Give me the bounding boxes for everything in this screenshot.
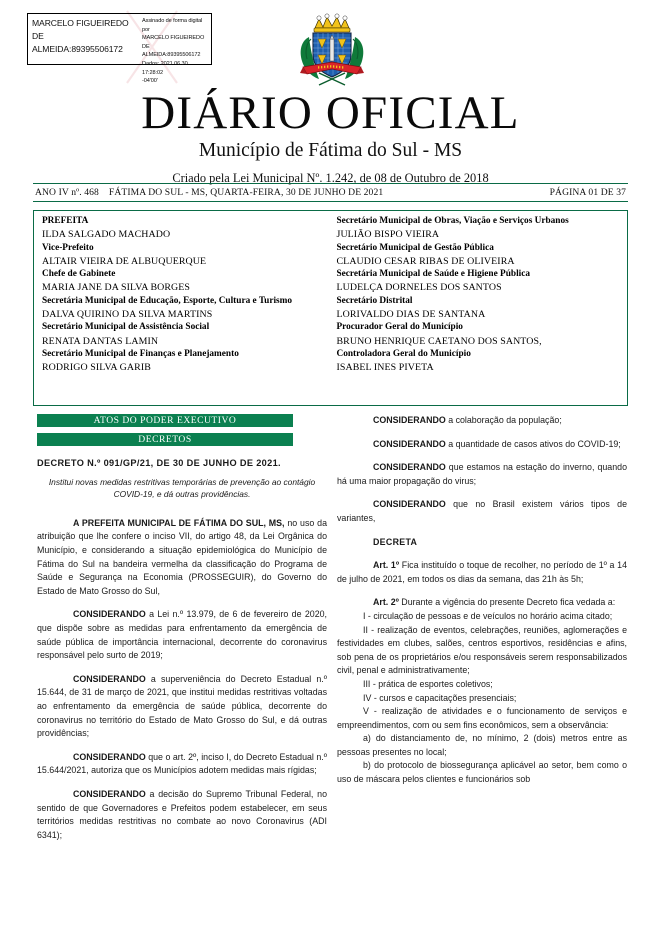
signature-name-line: DE <box>32 31 44 41</box>
considerando-label: CONSIDERANDO <box>373 462 446 473</box>
decree-heading: DECRETO N.º 091/GP/21, DE 30 DE JUNHO DE 2021. <box>37 458 281 468</box>
considerando-paragraph <box>337 498 627 525</box>
considerando-label: CONSIDERANDO <box>373 499 446 510</box>
official-name: LORIVALDO DIAS DE SANTANA <box>336 309 486 321</box>
official-name: CLAUDIO CESAR RIBAS DE OLIVEIRA <box>336 255 515 267</box>
signature-name <box>28 14 139 64</box>
decreta-line <box>337 536 627 550</box>
page-title: DIÁRIO OFICIAL <box>141 87 520 139</box>
article-2 <box>337 596 627 610</box>
official-name: JULIÃO BISPO VIEIRA <box>336 229 440 241</box>
considerando-text: que estamos na estação do inverno, quando há uma maior propagação do virus; <box>337 462 627 486</box>
decree-preamble <box>37 517 327 599</box>
considerando-label: CONSIDERANDO <box>373 438 446 449</box>
article-2-item: III - prática de esportes coletivos; <box>363 678 493 689</box>
considerando-paragraph <box>37 608 327 662</box>
signature-detail-line: ALMEIDA:89395506172 <box>142 52 201 59</box>
official-role: Secretário Municipal de Obras, Viação e Serviços Urbanos <box>336 216 569 226</box>
official-role: Vice-Prefeito <box>42 242 94 253</box>
official-name: ISABEL INES PIVETA <box>336 362 434 374</box>
official-role: Controladora Geral do Município <box>336 348 471 359</box>
masthead-subtitle: Município de Fátima do Sul - MS <box>198 140 463 161</box>
article-2-subitem: a) do distanciamento de, no mínimo, 2 (dois) metros entre as pessoas presentes no local; <box>337 733 627 757</box>
edition-bar <box>33 183 628 202</box>
considerando-text: a superveniência do Decreto Estadual n.º 15.644, de 31 de março de 2021, que institui medidas restritivas voltadas ao enfrentamento da emergência de saúde pública, decorrente do coronavirus no território do Estado de Mato Grosso do Sul, e dá outras providências; <box>37 673 327 739</box>
signature-details <box>139 14 211 85</box>
official-name: RENATA DANTAS LAMIN <box>42 335 159 347</box>
considerando-label: CONSIDERANDO <box>73 673 146 684</box>
considerando-paragraph <box>337 461 627 488</box>
article-2-item: I - circulação de pessoas e de veículos no horário acima citado; <box>363 610 613 621</box>
considerando-text: que no Brasil existem vários tipos de variantes, <box>337 499 627 523</box>
official-role: Secretária Municipal de Saúde e Higiene Pública <box>336 269 531 280</box>
art1-label: Art. 1º <box>373 560 400 571</box>
signature-detail-line: Dados: 2021.06.30 17:28:02 <box>142 60 188 76</box>
decreta-label: DECRETA <box>373 536 418 547</box>
considerando-paragraph <box>37 751 327 778</box>
art1-text: Fica instituído o toque de recolher, no período de 1º a 14 de julho de 2021, em todos os dias da semana, das 21h às 5h; <box>337 560 628 584</box>
signature-detail-line: Assinado de forma digital por <box>142 18 203 33</box>
edition-year: ANO IV nº. 468 <box>35 187 99 198</box>
officials-box <box>33 210 628 406</box>
considerando-paragraph <box>37 788 327 842</box>
considerando-text: a Lei n.º 13.979, de 6 de fevereiro de 2020, que dispõe sobre as medidas para enfrentamento da emergência de saúde pública de importância internacional, decorrente do coronavirus responsável pelo surto de 2019; <box>37 609 327 661</box>
art2-text: Durante a vigência do presente Decreto fica vedada a: <box>398 597 616 608</box>
official-name: RODRIGO SILVA GARIB <box>42 362 151 374</box>
article-2-item: II - realização de eventos, celebrações, reuniões, aglomerações e festividades em clubes, salões, centros esportivos, residências e afins, sob pena de os proprietários e/ou responsáveis serem responsabilizados civil, penal e administrativamente; <box>337 624 627 676</box>
coat-of-arms-icon <box>297 11 367 87</box>
considerando-label: CONSIDERANDO <box>373 415 446 425</box>
considerando-text: a colaboração da população; <box>445 415 562 425</box>
official-role: Secretário Municipal de Assistência Social <box>42 322 210 333</box>
official-name: ILDA SALGADO MACHADO <box>42 229 171 241</box>
art2-label: Art. 2º <box>373 597 399 608</box>
considerando-paragraph <box>337 414 627 428</box>
page-number: PÁGINA 01 DE 37 <box>549 187 626 198</box>
decree-ementa: Institui novas medidas restritivas temporárias de prevenção ao contágio COVID-19, e dá outras providências. <box>48 477 316 500</box>
considerando-text: a decisão do Supremo Tribunal Federal, no sentido de que Governadores e Prefeitos podem estabelecer, em seus territórios medidas restritivas no combate ao novo Coronavirus (ADI 6341); <box>37 788 327 840</box>
official-role: Secretário Municipal de Gestão Pública <box>336 242 494 253</box>
considerando-text: que o art. 2º, inciso I, do Decreto Estadual n.º 15.644/2021, autoriza que os Municípios adotem medidas mais rígidas; <box>37 751 327 776</box>
masthead-law-line: Criado pela Lei Municipal Nº. 1.242, de 08 de Outubro de 2018 <box>172 171 489 185</box>
article-1 <box>337 559 627 586</box>
considerando-label: CONSIDERANDO <box>73 788 146 799</box>
official-name: BRUNO HENRIQUE CAETANO DOS SANTOS, <box>336 335 542 347</box>
article-2-item: IV - cursos e capacitações presenciais; <box>363 692 517 703</box>
officials-column-right <box>331 215 628 405</box>
official-name: MARIA JANE DA SILVA BORGES <box>42 282 191 294</box>
body-column-left <box>37 456 327 852</box>
masthead <box>0 88 661 186</box>
considerando-label: CONSIDERANDO <box>73 609 146 620</box>
official-role: Chefe de Gabinete <box>42 269 116 280</box>
official-name: DALVA QUIRINO DA SILVA MARTINS <box>42 309 213 321</box>
officials-column-left <box>34 215 331 405</box>
considerando-paragraph <box>37 673 327 741</box>
body-column-right <box>337 414 627 787</box>
article-2-subitem: b) do protocolo de biossegurança aplicável ao setor, bem como o uso de máscara pelos clientes e funcionários sob <box>337 760 627 785</box>
section-banner-decrees: DECRETOS <box>37 433 293 446</box>
section-banner-executive-acts: ATOS DO PODER EXECUTIVO <box>37 414 293 427</box>
edition-place-date: FÁTIMA DO SUL - MS, QUARTA-FEIRA, 30 DE JUNHO DE 2021 <box>108 187 384 198</box>
article-2-item: V - realização de atividades e o funcionamento de serviços e empreendimentos, com ou sem fins econômicos, sem a observância: <box>337 706 627 730</box>
official-role: Procurador Geral do Município <box>336 322 463 333</box>
signature-detail-line: -04'00' <box>142 78 158 85</box>
official-name: ALTAIR VIEIRA DE ALBUQUERQUE <box>42 255 207 267</box>
signature-name-line: MARCELO FIGUEIREDO <box>32 18 129 28</box>
preamble-bold: A PREFEITA MUNICIPAL DE FÁTIMA DO SUL, MS, <box>73 517 285 528</box>
considerando-paragraph <box>337 438 627 452</box>
considerando-text: a quantidade de casos ativos do COVID-19; <box>445 438 621 449</box>
official-role: Secretária Municipal de Educação, Esporte, Cultura e Turismo <box>42 295 293 306</box>
digital-signature-stamp <box>27 13 212 85</box>
signature-detail-line: MARCELO FIGUEIREDO DE <box>142 35 205 50</box>
preamble-rest: no uso da atribuição que lhe confere o inciso VII, do artigo 48, da Lei Orgânica do Município, e considerando a situação epidemiológica do Município de Fátima do Sul na bandeira vermelha da classificação do Programa de Saúde e Segurança na Economia (PROSSEGUIR), do Governo do Estado de Mato Grosso do Sul, <box>37 517 327 596</box>
official-role: Secretário Distrital <box>336 295 413 306</box>
considerando-label: CONSIDERANDO <box>73 751 146 762</box>
official-role: Secretário Municipal de Finanças e Planejamento <box>42 348 239 359</box>
signature-name-line: ALMEIDA:89395506172 <box>32 44 123 54</box>
official-role: PREFEITA <box>42 216 89 226</box>
official-name: LUDELÇA DORNELES DOS SANTOS <box>336 282 502 294</box>
